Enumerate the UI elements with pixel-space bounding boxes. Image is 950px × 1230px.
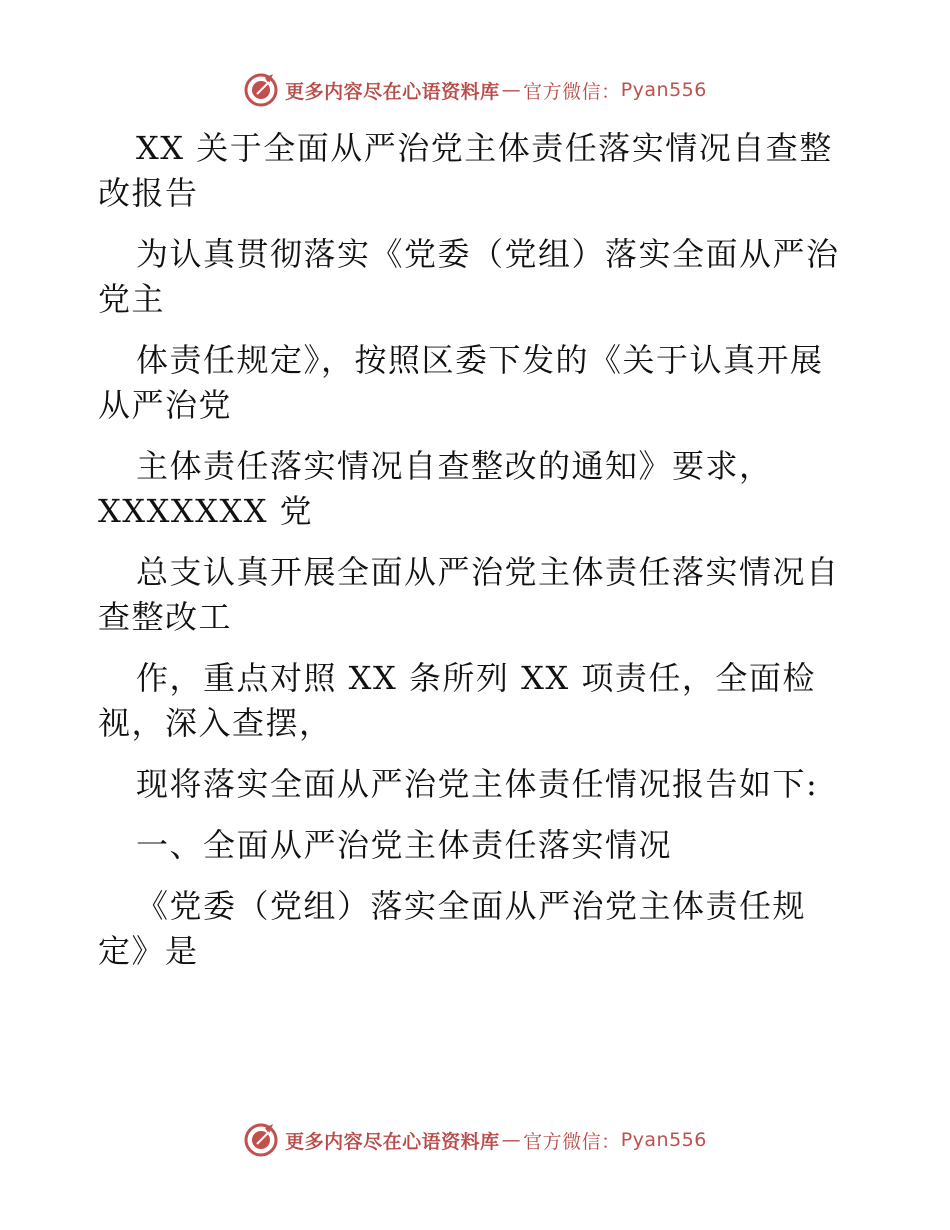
document-title-line-2: 改报告 — [98, 174, 199, 212]
watermark-label: 官方微信： — [523, 80, 621, 103]
paragraph-line: 查整改工 — [98, 598, 233, 636]
pen-logo-icon — [243, 72, 279, 108]
paragraph-line: 总支认真开展全面从严治党主体责任落实情况自 — [136, 553, 840, 591]
watermark-dash: — — [501, 79, 522, 101]
header-watermark — [0, 70, 950, 110]
watermark-label: 官方微信： — [523, 1130, 621, 1153]
pen-logo-icon — [243, 1122, 279, 1158]
paragraph-line: 作，重点对照 XX 条所列 XX 项责任，全面检 — [136, 659, 816, 697]
paragraph-line: 视，深入查摆， — [98, 704, 333, 742]
paragraph-line: 党主 — [98, 280, 166, 318]
watermark-text: 更多内容尽在心语资料库 — [285, 80, 500, 103]
paragraph-line: 现将落实全面从严治党主体责任情况报告如下: — [136, 765, 819, 803]
paragraph-line: XXXXXXX 党 — [98, 492, 314, 530]
watermark-wechat-id: Pyan556 — [620, 1129, 707, 1151]
section-heading: 一、全面从严治党主体责任落实情况 — [136, 826, 673, 864]
paragraph-line: 《党委（党组）落实全面从严治党主体责任规 — [136, 887, 807, 925]
watermark-dash: — — [501, 1129, 522, 1151]
footer-watermark — [0, 1120, 950, 1160]
paragraph-line: 体责任规定》，按照区委下发的《关于认真开展 — [136, 341, 824, 379]
watermark-text: 更多内容尽在心语资料库 — [285, 1130, 500, 1153]
paragraph-line: 从严治党 — [98, 386, 233, 424]
paragraph-line: 定》是 — [98, 932, 199, 970]
document-title-line-1: XX 关于全面从严治党主体责任落实情况自查整 — [136, 129, 833, 167]
paragraph-line: 主体责任落实情况自查整改的通知》要求， — [136, 447, 773, 485]
watermark-wechat-id: Pyan556 — [620, 79, 707, 101]
document-body — [98, 126, 858, 974]
paragraph-line: 为认真贯彻落实《党委（党组）落实全面从严治 — [136, 235, 840, 273]
